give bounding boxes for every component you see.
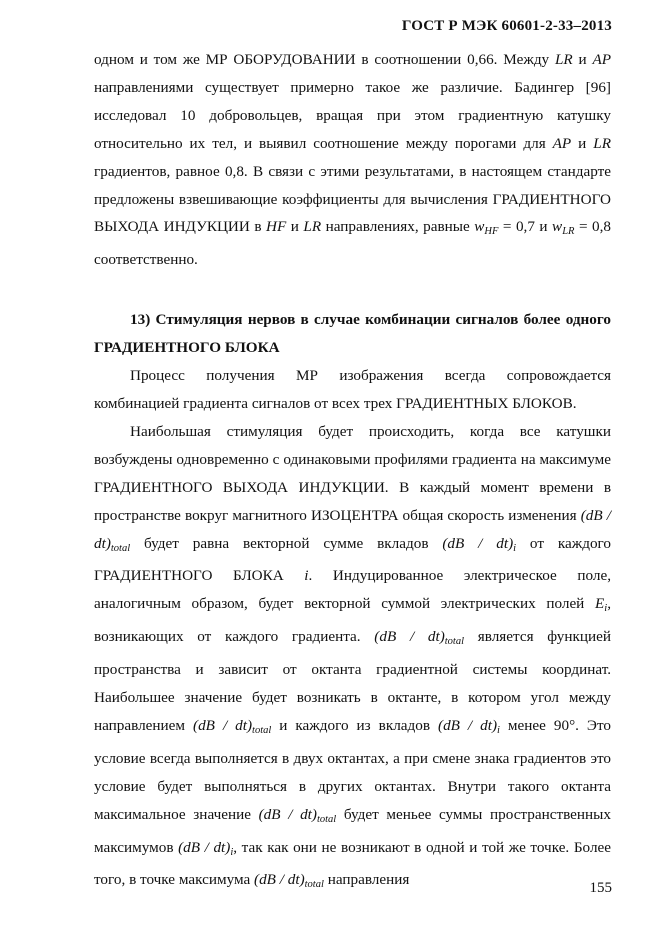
paragraph-3 [94, 418, 611, 900]
math-hf: HF [266, 218, 287, 236]
text: направлениями существует примерно такое же различие. Бадингер [96] исследовал 10 добровольцев, вращая при этом градиентную катушку относительно их тел, и выявил соотношение между порогами для [94, 78, 611, 152]
math-dbdt: (dB / dt) [438, 716, 498, 734]
math-dbdt: (dB / dt) [258, 805, 317, 823]
math-subscript: i [513, 542, 517, 554]
document-body [94, 46, 611, 899]
text: и [286, 218, 304, 236]
text: одном и том же МР ОБОРУДОВАНИИ в соотношении 0,66. Между [94, 51, 555, 68]
math-subscript: total [252, 724, 272, 736]
text: направления [323, 871, 410, 889]
section-heading: 13) Стимуляция нервов в случае комбинации сигналов более одного ГРАДИЕНТНОГО БЛОКА [94, 311, 611, 357]
document-header: ГОСТ Р МЭК 60601-2-33–2013 [401, 18, 612, 34]
math-i: i [304, 567, 309, 585]
text: направлениях, равные [321, 218, 475, 236]
math-subscript: i [497, 724, 500, 736]
math-subscript: LR [562, 226, 575, 238]
math-value: = 0,8 [574, 218, 611, 236]
text: будет равна векторной сумме вкладов [130, 534, 443, 552]
math-subscript: total [304, 879, 324, 891]
math-subscript: i [604, 603, 608, 615]
paragraph-1 [94, 46, 611, 274]
text: и [572, 51, 593, 68]
paragraph-2: Процесс получения МР изображения всегда сопровождается комбинацией градиента сигналов от всех трех ГРАДИЕНТНЫХ БЛОКОВ. [94, 367, 611, 412]
text: . Индуцированное электрическое поле, аналогичным образом, будет векторной суммой электрических полей [94, 567, 611, 613]
math-subscript: total [110, 542, 131, 554]
text: и [571, 134, 594, 152]
text: будет меньее суммы пространственных максимумов [94, 805, 611, 856]
math-value: = 0,7 и [498, 218, 553, 236]
text: является функцией пространства и зависит от октанта градиентной системы координат. Наибольшее значение будет возникать в октанте, в котором угол между направлением [94, 628, 611, 734]
math-dbdt: (dB / dt) [442, 534, 514, 552]
text: от каждого ГРАДИЕНТНОГО БЛОКА [94, 534, 611, 585]
math-lr: LR [554, 51, 573, 68]
math-dbdt: (dB / dt) [94, 506, 611, 552]
text: соответственно. [94, 251, 198, 269]
text: градиентов, равное 0,8. В связи с этими результатами, в настоящем стандарте предложены взвешивающие коэффициенты для вычисления ГРАДИЕНТНОГО ВЫХОДА ИНДУКЦИИ в [94, 162, 611, 236]
math-subscript: HF [484, 226, 499, 238]
math-dbdt: (dB / dt) [178, 838, 231, 856]
math-subscript: total [444, 636, 465, 648]
math-lr: LR [593, 134, 611, 152]
math-w: w [552, 218, 563, 236]
math-subscript: total [316, 813, 337, 825]
math-dbdt: (dB / dt) [193, 716, 253, 734]
text: и каждого из вкладов [271, 716, 439, 734]
text: , возникающих от каждого градиента. [94, 595, 611, 646]
text: менее 90°. Это условие всегда выполняется в двух октантах, а при смене знака градиентов это условие будет выполняться в других октантах. Внутри такого октанта максимальное значение [94, 716, 611, 823]
math-ap: AP [552, 134, 572, 152]
math-e: E [595, 595, 605, 613]
math-w: w [474, 218, 485, 236]
math-lr: LR [303, 218, 322, 236]
text: Наибольшая стимуляция будет происходить, когда все катушки возбуждены одновременно с одинаковыми профилями градиента на максимуме ГРАДИЕНТНОГО ВЫХОДА ИНДУКЦИИ. В каждый момент времени в пространстве вокруг магнитного ИЗОЦЕНТРА общая скорость изменения [94, 422, 611, 524]
math-subscript: i [230, 846, 234, 858]
math-dbdt: (dB / dt) [374, 628, 445, 646]
text: , так как они не возникают в одной и той же точке. Более того, в точке максимума [94, 838, 612, 889]
math-ap: AP [592, 51, 611, 68]
page-number: 155 [589, 880, 612, 896]
math-dbdt: (dB / dt) [254, 871, 305, 889]
